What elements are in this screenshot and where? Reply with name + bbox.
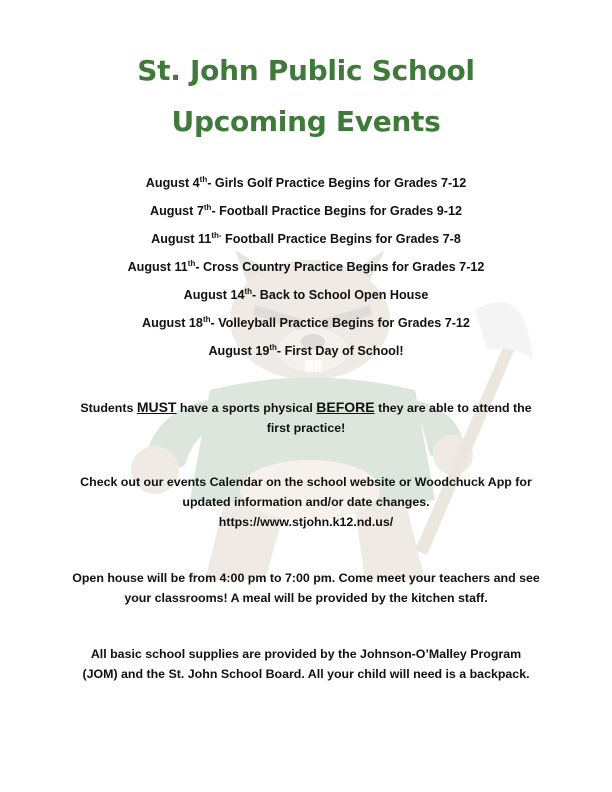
event-item	[0, 315, 612, 343]
event-description: - Girls Golf Practice Begins for Grades 7-12	[207, 176, 467, 190]
must-emphasis: MUST	[136, 399, 177, 415]
event-day: 18	[188, 316, 203, 330]
event-month: August	[183, 288, 227, 302]
event-item	[0, 259, 612, 287]
event-description: - First Day of School!	[276, 344, 404, 358]
event-day-suffix: th	[199, 175, 208, 184]
physical-notice-text-2: have a sports physical	[176, 401, 317, 415]
school-name-title: St. John Public School	[137, 54, 475, 87]
school-supplies-notice: All basic school supplies are provided by the Johnson-O’Malley Program (JOM) and the St. John School Board. All your child will need is a backpack.	[82, 647, 530, 681]
event-day: 4	[192, 176, 200, 190]
event-item	[0, 287, 612, 315]
event-description: - Football Practice Begins for Grades 9-12	[211, 204, 462, 218]
event-description: - Volleyball Practice Begins for Grades 7-12	[210, 316, 470, 330]
open-house-notice: Open house will be from 4:00 pm to 7:00 pm. Come meet your teachers and see your classrooms! A meal will be provided by the kitchen staff.	[72, 571, 540, 605]
physical-notice-text-1: Students	[80, 401, 137, 415]
event-description: Football Practice Begins for Grades 7-8	[221, 232, 461, 246]
event-item	[0, 231, 612, 259]
event-day-suffix: th	[202, 315, 211, 324]
event-item	[0, 175, 612, 203]
event-month: August	[150, 204, 194, 218]
event-day-suffix: th	[244, 287, 253, 296]
events-list	[0, 175, 612, 371]
event-month: August	[151, 232, 195, 246]
event-day-suffix: th-	[211, 231, 222, 240]
event-day: 11	[174, 260, 188, 274]
sports-physical-notice	[72, 397, 540, 438]
event-month: August	[142, 316, 186, 330]
upcoming-events-title: Upcoming Events	[171, 105, 441, 138]
event-day: 7	[196, 204, 204, 218]
event-day: 14	[230, 288, 245, 302]
event-month: August	[127, 260, 171, 274]
calendar-notice	[72, 472, 540, 532]
event-description: - Back to School Open House	[252, 288, 429, 302]
event-month: August	[145, 176, 190, 190]
event-description: - Cross Country Practice Begins for Grades 7-12	[195, 260, 485, 274]
event-day-suffix: th	[269, 343, 277, 352]
event-day-suffix: th	[187, 259, 196, 268]
school-website-link[interactable]: https://www.stjohn.k12.nd.us/	[218, 515, 394, 529]
event-day: 19	[255, 344, 270, 358]
calendar-notice-text: Check out our events Calendar on the school website or Woodchuck App for updated information and/or date changes.	[80, 475, 532, 509]
before-emphasis: BEFORE	[316, 399, 375, 415]
physical-notice-text-3: they are able to attend the first practice!	[266, 401, 532, 435]
event-item	[0, 203, 612, 231]
event-item	[0, 343, 612, 371]
event-day-suffix: th	[203, 203, 212, 212]
event-month: August	[208, 344, 252, 358]
event-day: 11	[197, 232, 212, 246]
